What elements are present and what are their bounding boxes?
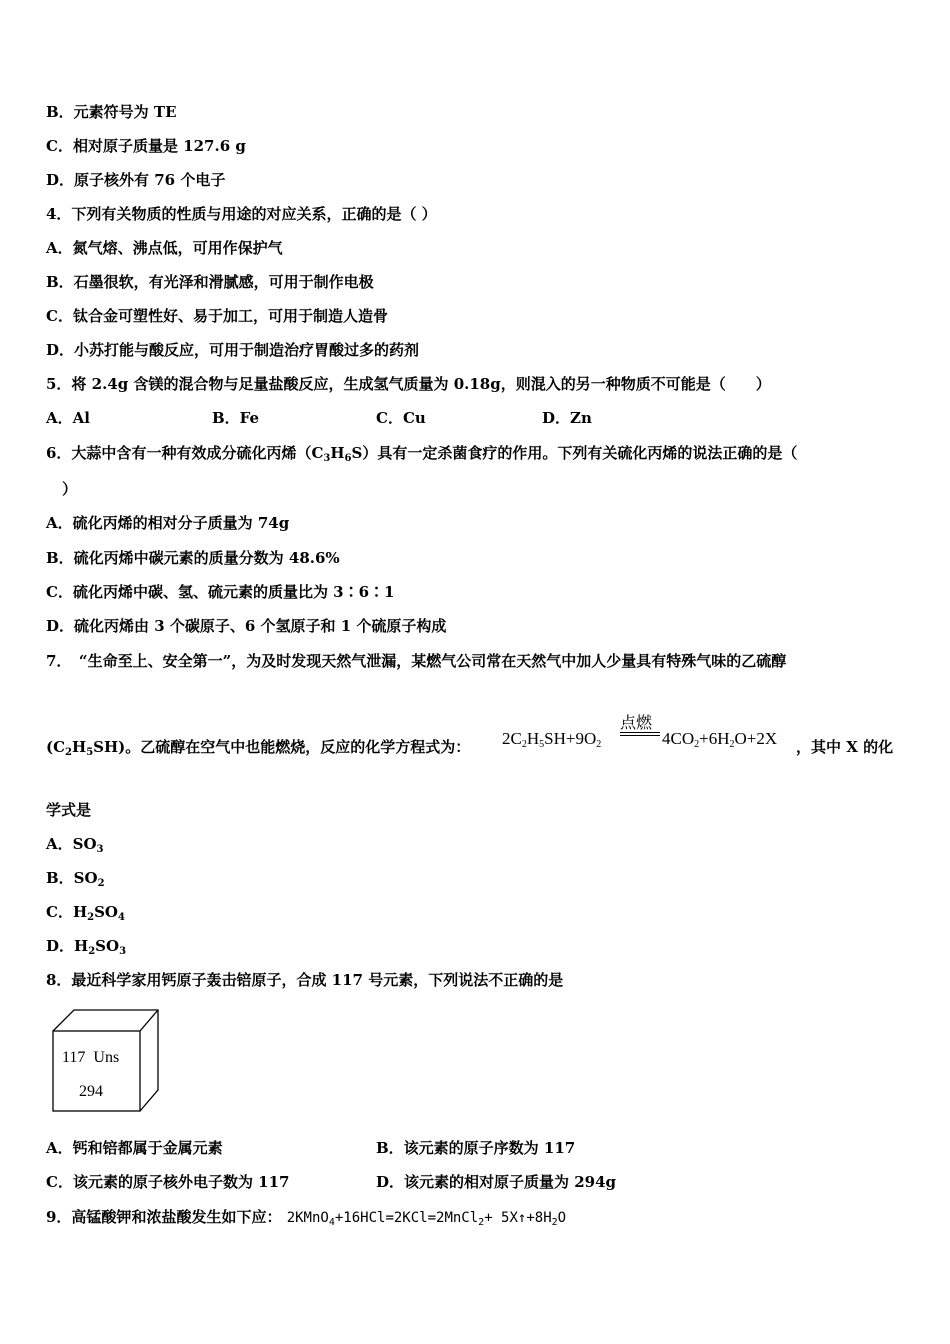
- q5-option-d: D．Zn: [542, 409, 592, 427]
- q5-option-b: B．Fe: [212, 409, 260, 427]
- q7-option-a: A．$SO_3$: [46, 835, 104, 855]
- q3-option-d: D．原子核外有 76 个电子: [46, 171, 226, 189]
- q8-option-a: A．钙和锫都属于金属元素: [46, 1139, 223, 1157]
- q4-stem: 4．下列有关物质的性质与用途的对应关系，正确的是（ ）: [46, 205, 437, 223]
- q4-option-b: B．石墨很软，有光泽和滑腻感，可用于制作电极: [46, 273, 374, 291]
- q6-option-c: C．硫化丙烯中碳、氢、硫元素的质量比为 3∶6∶1: [46, 583, 395, 601]
- q7-products: $4CO_2+6H_2O+2X$: [662, 729, 778, 750]
- q8-option-d: D．该元素的相对原子质量为 294g: [376, 1173, 617, 1191]
- q3-option-c: C．相对原子质量是 127.6 g: [46, 137, 246, 155]
- q5-option-a: A．Al: [46, 409, 90, 427]
- q7-eq-line-top: [620, 732, 660, 733]
- q8-stem: 8．最近科学家用钙原子轰击锫原子，合成 117 号元素，下列说法不正确的是: [46, 971, 564, 989]
- q7-stem: 7． “生命至上、安全第一”，为及时发现天然气泄漏，某燃气公司常在天然气中加人少量具有特殊气味的乙硫醇: [46, 652, 787, 670]
- q4-option-d: D．小苏打能与酸反应，可用于制造治疗胃酸过多的药剂: [46, 341, 420, 359]
- q6-stem: 6．大蒜中含有一种有效成分硫化丙烯$(C_3H_6S)$具有一定杀菌食疗的作用。下列有关硫化丙烯的说法正确的是（: [46, 444, 798, 464]
- q7-option-c: C．$H_2SO_4$: [46, 903, 125, 923]
- q6-stem-post: S）具有一定杀菌食疗的作用。下列有关硫化丙烯的说法正确的是（: [351, 444, 798, 462]
- q7-option-b: B．$SO_2$: [46, 869, 105, 889]
- element-symbol-text: 117 Uns: [62, 1049, 120, 1066]
- q4-option-a: A．氮气熔、沸点低，可用作保护气: [46, 239, 283, 257]
- q7-stem-cont: 学式是: [46, 801, 92, 819]
- q8-option-b: B．该元素的原子序数为 117: [376, 1139, 576, 1157]
- q7-formula-line: $(C_2H_5SH)$。乙硫醇在空气中也能燃烧，反应的化学方程式为：: [46, 738, 471, 758]
- q7-formula-text: 乙硫醇在空气中也能燃烧，反应的化学方程式为：: [140, 738, 471, 756]
- q7-option-d: D．$H_2SO_3$: [46, 937, 127, 957]
- q5-stem: 5．将 2.4g 含镁的混合物与足量盐酸反应，生成氢气质量为 0.18g，则混入的另一种物质不可能是（ ）: [46, 375, 771, 393]
- q7-condition: 点燃: [620, 715, 653, 732]
- element-cube-figure: [46, 1008, 166, 1118]
- q9-stem: [46, 1207, 566, 1228]
- q6-option-b: B．硫化丙烯中碳元素的质量分数为 48.6%: [46, 549, 340, 567]
- q7-tail: ，其中 X 的化: [796, 738, 894, 756]
- q7-eq-line-bottom: [620, 735, 660, 736]
- q9-stem-text: 9．高锰酸钾和浓盐酸发生如下应：: [46, 1208, 282, 1226]
- q9-equation: 2KMnO$_4$+16HCl=2KCl=2MnCl$_2$+ $5X↑+8H_2O$: [286, 1210, 567, 1228]
- q6-option-a: A．硫化丙烯的相对分子质量为 74g: [46, 514, 290, 532]
- q3-option-b: B．元素符号为 TE: [46, 103, 177, 121]
- q6-stem-cont: ）: [62, 480, 78, 498]
- element-mass-text: 294: [79, 1083, 103, 1100]
- q7-reactants: $2C_2H_5SH+9O_2$: [502, 729, 602, 750]
- q8-option-c: C．该元素的原子核外电子数为 117: [46, 1173, 290, 1191]
- q6-option-d: D．硫化丙烯由 3 个碳原子、6 个氢原子和 1 个硫原子构成: [46, 617, 447, 635]
- q5-option-c: C．Cu: [376, 409, 426, 427]
- q4-option-c: C．钛合金可塑性好、易于加工，可用于制造人造骨: [46, 307, 388, 325]
- q6-stem-pre: 6．大蒜中含有一种有效成分硫化丙烯（C: [46, 444, 324, 462]
